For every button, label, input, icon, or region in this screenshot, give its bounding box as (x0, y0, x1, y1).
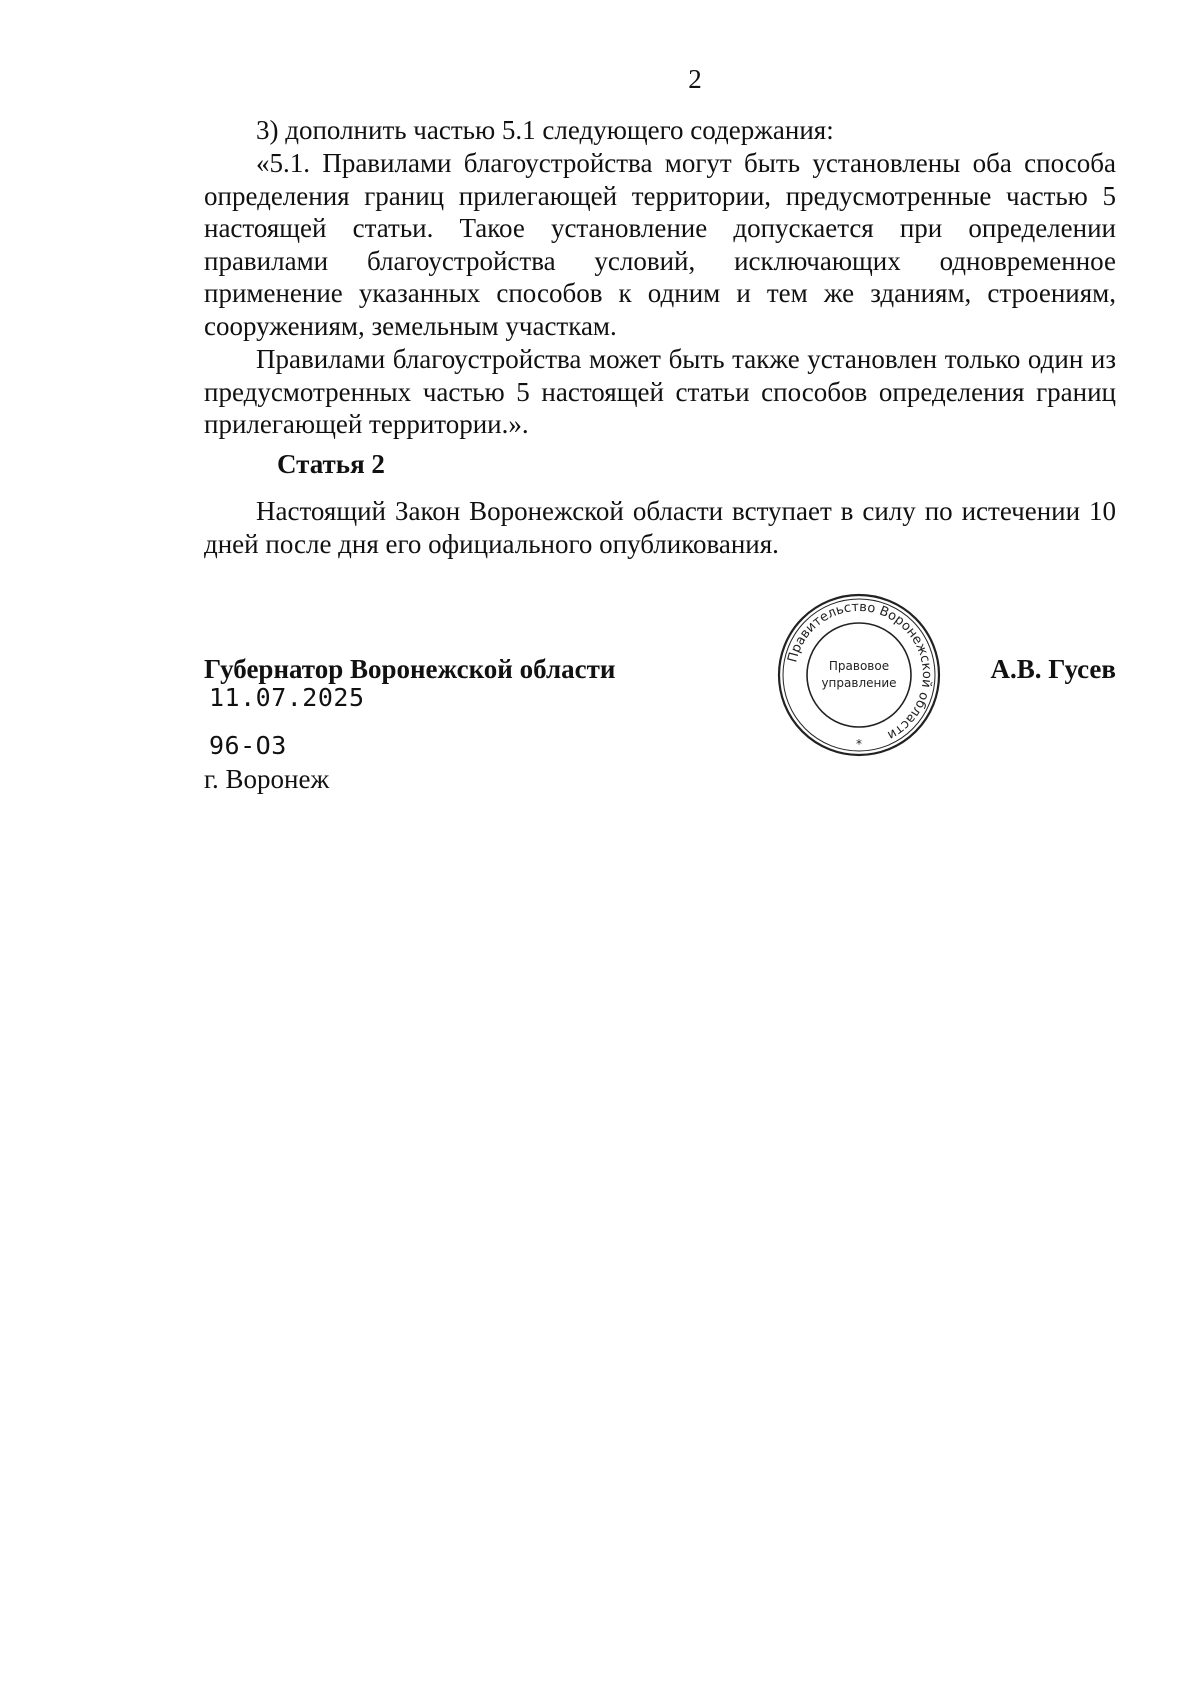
amendment-item-3: 3) дополнить частью 5.1 следующего содержания: (256, 115, 834, 145)
law-number: 96-ОЗ (209, 731, 287, 760)
amendment-paragraph-second: Правилами благоустройства может быть также установлен только один из предусмотренных частью 5 настоящей статьи способов определения границ прилегающей территории.». (204, 344, 1116, 439)
law-date: 11.07.2025 (209, 683, 365, 712)
law-city: г. Воронеж (204, 764, 330, 794)
article-2-text: Настоящий Закон Воронежской области вступает в силу по истечении 10 дней после дня его официального опубликования. (204, 496, 1116, 559)
stamp-inner-line2: управление (821, 676, 897, 690)
amendment-paragraph-5-1: «5.1. Правилами благоустройства могут быть установлены оба способа определения границ прилегающей территории, предусмотренные частью 5 настоящей статьи. Такое установление допускается при определении правилами благоустройства условий, исключающих одновременное применение указанных способов к одним и тем же зданиям, строениям, сооружениям, земельным участкам. (204, 148, 1116, 341)
stamp-outer-text: Правительство Воронежской области (785, 599, 935, 743)
signer-name: А.В. Гусев (990, 654, 1116, 684)
official-stamp (774, 590, 944, 760)
stamp-inner-line1: Правовое (828, 659, 890, 673)
signer-title: Губернатор Воронежской области (204, 654, 616, 684)
stamp-star: * (856, 737, 862, 751)
page-number: 2 (688, 64, 702, 94)
article-2-title: Статья 2 (277, 449, 385, 479)
